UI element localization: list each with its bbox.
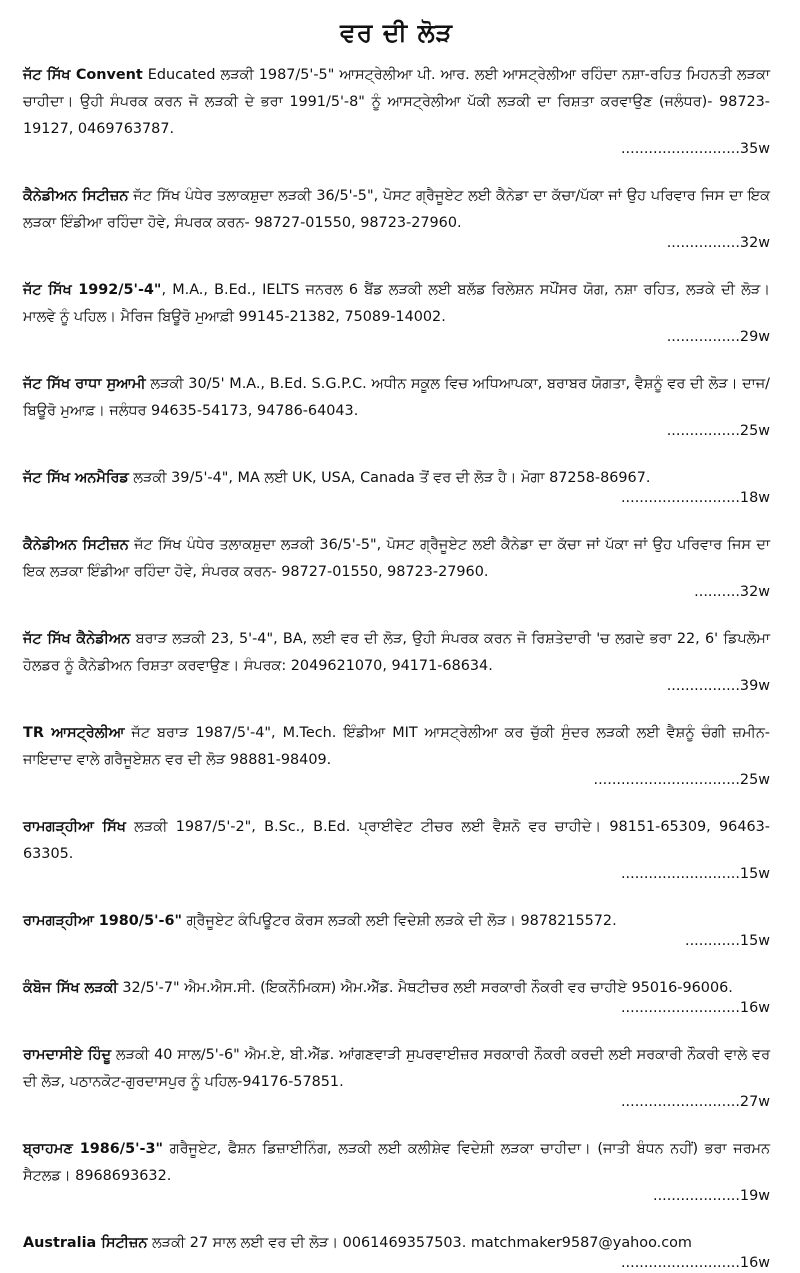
ad-body: ਲੜਕੀ 40 ਸਾਲ/5'-6" ਐਮ.ਏ, ਬੀ.ਐੱਡ. ਆਂਗਣਵਾੜੀ ਸੁਪਰਵਾਈਜ਼ਰ ਸਰਕਾਰੀ ਨੌਕਰੀ ਕਰਦੀ ਲਈ ਸਰਕਾਰੀ ਨੌਕਰੀ ਵਾਲੇ ਵਰ ਦੀ ਲੋੜ, ਪਠਾਨਕੋਟ-ਗੁਰਦਾਸਪੁਰ ਨੂੰ ਪਹਿਲ-94176-57851.	[23, 1047, 770, 1090]
ad-text	[23, 371, 770, 425]
classified-ad-8	[23, 720, 770, 790]
classified-ad-10	[23, 908, 770, 951]
ad-lead: TR ਆਸਟ੍ਰੇਲੀਆ	[23, 725, 125, 741]
ad-body: ਜੱਟ ਬਰਾੜ 1987/5'-4", M.Tech. ਇੰਡੀਆ MIT ਆਸਟ੍ਰੇਲੀਆ ਕਰ ਚੁੱਕੀ ਸੁੰਦਰ ਲੜਕੀ ਲਈ ਵੈਸ਼ਨੂੰ ਚੰਗੀ ਜ਼ਮੀਨ-ਜਾਇਦਾਦ ਵਾਲੇ ਗਰੈਜੂਏਸ਼ਨ ਵਰ ਦੀ ਲੋੜ 98881-98409.	[23, 725, 771, 768]
ad-lead: ਬ੍ਰਾਹਮਣ 1986/5'-3"	[23, 1141, 163, 1157]
classified-ad-3	[23, 277, 770, 347]
ad-lead: ਕੈਨੇਡੀਅਨ ਸਿਟੀਜ਼ਨ	[23, 188, 129, 204]
classified-ad-9	[23, 814, 770, 884]
ad-code: ..........................16w	[620, 1000, 770, 1016]
ad-lead: ਜੱਟ ਸਿੱਖ ਰਾਧਾ ਸੁਆਮੀ	[23, 376, 146, 392]
classified-ad-14	[23, 1230, 770, 1273]
ad-body: ਲੜਕੀ 1987/5'-2", B.Sc., B.Ed. ਪ੍ਰਾਈਵੇਟ ਟੀਚਰ ਲਈ ਵੈਸ਼ਨੋ ਵਰ ਚਾਹੀਦੇ। 98151-65309, 96463-63305.	[23, 819, 770, 862]
ad-text	[23, 814, 770, 868]
ad-code: ..........................18w	[620, 490, 770, 506]
ad-body: ਜੱਟ ਸਿੱਖ ਪੰਧੇਰ ਤਲਾਕਸ਼ੁਦਾ ਲੜਕੀ 36/5'-5", ਪੋਸਟ ਗ੍ਰੈਜੂਏਟ ਲਈ ਕੈਨੇਡਾ ਦਾ ਕੱਚਾ/ਪੱਕਾ ਜਾਂ ਉਹ ਪਰਿਵਾਰ ਜਿਸ ਦਾ ਇਕ ਲੜਕਾ ਇੰਡੀਆ ਰਹਿੰਦਾ ਹੋਵੇ, ਸੰਪਰਕ ਕਰਨ- 98727-01550, 98723-27960.	[23, 188, 771, 231]
ad-lead: ਜੱਟ ਸਿੱਖ 1992/5'-4"	[23, 282, 162, 298]
ad-lead: ਰਾਮਗੜ੍ਹੀਆ ਸਿੱਖ	[23, 819, 126, 835]
ad-lead: ਕੈਨੇਡੀਅਨ ਸਿਟੀਜ਼ਨ	[23, 537, 129, 553]
ad-lead: ਰਾਮਦਾਸੀਏ ਹਿੰਦੂ	[23, 1047, 111, 1063]
ad-lead: ਕੰਬੋਜ ਸਿੱਖ ਲੜਕੀ	[23, 980, 118, 996]
ad-body: ਲੜਕੀ 30/5' M.A., B.Ed. S.G.P.C. ਅਧੀਨ ਸਕੂਲ ਵਿਚ ਅਧਿਆਪਕਾ, ਬਰਾਬਰ ਯੋਗਤਾ, ਵੈਸ਼ਨੂੰ ਵਰ ਦੀ ਲੋੜ। ਦਾਜ/ਬਿਊਰੋ ਮੁਆਫ਼। ਜਲੰਧਰ 94635-54173, 94786-64043.	[23, 376, 770, 419]
ad-body: ਗਰੈਜੂਏਟ, ਫੈਸ਼ਨ ਡਿਜ਼ਾਈਨਿੰਗ, ਲੜਕੀ ਲਈ ਕਲੀਸ਼ੇਵ ਵਿਦੇਸ਼ੀ ਲੜਕਾ ਚਾਹੀਦਾ। (ਜਾਤੀ ਬੰਧਨ ਨਹੀਂ) ਭਰਾ ਜਰਮਨ ਸੈਟਲਡ। 8968693632.	[23, 1141, 770, 1184]
ad-body: Educated ਲੜਕੀ 1987/5'-5" ਆਸਟ੍ਰੇਲੀਆ ਪੀ. ਆਰ. ਲਈ ਆਸਟ੍ਰੇਲੀਆ ਰਹਿੰਦਾ ਨਸ਼ਾ-ਰਹਿਤ ਮਿਹਨਤੀ ਲੜਕਾ ਚਾਹੀਦਾ। ਉਹੀ ਸੰਪਰਕ ਕਰਨ ਜੋ ਲੜਕੀ ਦੇ ਭਰਾ 1991/5'-8" ਨੂੰ ਆਸਟ੍ਰੇਲੀਆ ਪੱਕੀ ਲੜਕੀ ਦਾ ਰਿਸ਼ਤਾ ਕਰਵਾਉਣ (ਜਲੰਧਰ)- 98723-19127, 0469763787.	[23, 67, 770, 137]
ad-code: ................................25w	[593, 772, 770, 788]
ad-body: ਲੜਕੀ 39/5'-4", MA ਲਈ UK, USA, Canada ਤੋਂ ਵਰ ਦੀ ਲੋੜ ਹੈ। ਮੋਗਾ 87258-86967.	[128, 470, 651, 486]
ad-code: ................32w	[666, 235, 770, 251]
ad-code: ..........................35w	[620, 141, 770, 157]
page-title: ਵਰ ਦੀ ਲੋੜ	[340, 18, 453, 47]
ad-lead: ਜੱਟ ਸਿੱਖ Convent	[23, 67, 143, 83]
ad-code: ................25w	[666, 423, 770, 439]
ad-code: ............15w	[685, 933, 770, 949]
ad-code: ................29w	[666, 329, 770, 345]
classified-ad-1	[23, 62, 770, 159]
ad-body: ਜੱਟ ਸਿੱਖ ਪੰਧੇਰ ਤਲਾਕਸ਼ੁਦਾ ਲੜਕੀ 36/5'-5", ਪੋਸਟ ਗ੍ਰੈਜੂਏਟ ਲਈ ਕੈਨੇਡਾ ਦਾ ਕੱਚਾ ਜਾਂ ਪੱਕਾ ਜਾਂ ਉਹ ਪਰਿਵਾਰ ਜਿਸ ਦਾ ਇਕ ਲੜਕਾ ਇੰਡੀਆ ਰਹਿੰਦਾ ਹੋਵੇ, ਸੰਪਰਕ ਕਰਨ- 98727-01550, 98723-27960.	[23, 537, 770, 580]
classified-ad-4	[23, 371, 770, 441]
ad-text	[23, 62, 770, 143]
ad-body: ਬਰਾੜ ਲੜਕੀ 23, 5'-4", BA, ਲਈ ਵਰ ਦੀ ਲੋੜ, ਉਹੀ ਸੰਪਰਕ ਕਰਨ ਜੋ ਰਿਸ਼ਤੇਦਾਰੀ 'ਚ ਲਗਦੇ ਭਰਾ 22, 6' ਡਿਪਲੋਮਾ ਹੋਲਡਰ ਨੂੰ ਕੈਨੇਡੀਅਨ ਰਿਸ਼ਤਾ ਕਰਵਾਉਣ। ਸੰਪਰਕ: 2049621070, 94171-68634.	[23, 631, 770, 674]
ad-text	[23, 532, 770, 586]
ad-code: ................39w	[666, 678, 770, 694]
classified-ad-7	[23, 626, 770, 696]
ad-lead: ਰਾਮਗੜ੍ਹੀਆ 1980/5'-6"	[23, 913, 182, 929]
ad-text	[23, 720, 770, 774]
ad-text	[23, 1042, 770, 1096]
ad-text	[23, 277, 770, 331]
classified-ad-5	[23, 465, 770, 508]
ad-text	[23, 1136, 770, 1190]
ad-text	[23, 183, 770, 237]
ad-code: ..........32w	[694, 584, 770, 600]
ad-code: ...................19w	[653, 1188, 770, 1204]
ad-body: , M.A., B.Ed., IELTS ਜਨਰਲ 6 ਬੈਂਡ ਲੜਕੀ ਲਈ ਬਲੱਡ ਰਿਲੇਸ਼ਨ ਸਪੌਂਸਰ ਯੋਗ, ਨਸ਼ਾ ਰਹਿਤ, ਲੜਕੇ ਦੀ ਲੋੜ। ਮਾਲਵੇ ਨੂੰ ਪਹਿਲ। ਮੈਰਿਜ ਬਿਊਰੋ ਮੁਆਫ਼ੀ 99145-21382, 75089-14002.	[23, 282, 770, 325]
ad-text	[23, 626, 770, 680]
ad-lead: ਜੱਟ ਸਿੱਖ ਅਨਮੈਰਿਡ	[23, 470, 129, 486]
ad-code: ..........................16w	[620, 1255, 770, 1271]
ad-lead: Australia ਸਿਟੀਜ਼ਨ	[23, 1235, 148, 1251]
ad-body: 32/5'-7" ਐਮ.ਐਸ.ਸੀ. (ਇਕਨੌਮਿਕਸ) ਐਮ.ਐੱਡ. ਮੈਥਟੀਚਰ ਲਈ ਸਰਕਾਰੀ ਨੌਕਰੀ ਵਰ ਚਾਹੀਏ 95016-96006.	[117, 980, 733, 996]
classified-ad-2	[23, 183, 770, 253]
classified-ad-13	[23, 1136, 770, 1206]
ad-code: ..........................15w	[620, 866, 770, 882]
classified-ad-12	[23, 1042, 770, 1112]
ad-body: ਗ੍ਰੈਜੂਏਟ ਕੰਪਿਊਟਰ ਕੋਰਸ ਲੜਕੀ ਲਈ ਵਿਦੇਸ਼ੀ ਲੜਕੇ ਦੀ ਲੋੜ। 9878215572.	[181, 913, 617, 929]
ad-code: ..........................27w	[620, 1094, 770, 1110]
classified-ad-11	[23, 975, 770, 1018]
ad-lead: ਜੱਟ ਸਿੱਖ ਕੈਨੇਡੀਅਨ	[23, 631, 131, 647]
classified-ad-6	[23, 532, 770, 602]
ad-body: ਲੜਕੀ 27 ਸਾਲ ਲਈ ਵਰ ਦੀ ਲੋੜ। 0061469357503. matchmaker9587@yahoo.com	[147, 1235, 692, 1251]
